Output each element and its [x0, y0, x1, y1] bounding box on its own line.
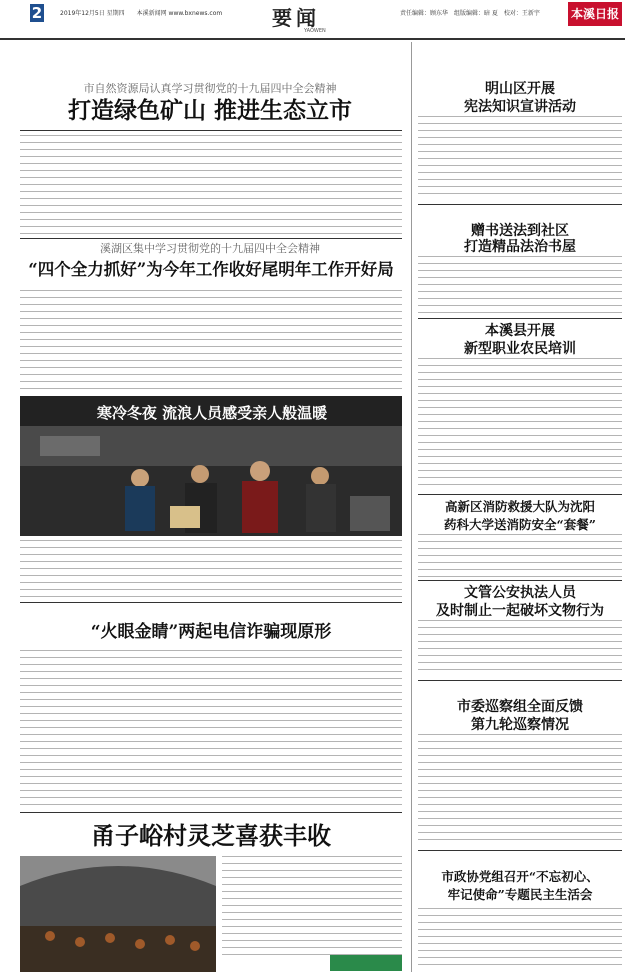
side-6-rule	[418, 680, 622, 681]
article-1-body	[20, 135, 402, 235]
section-title: 要闻	[272, 6, 320, 30]
side-3-rule	[418, 318, 622, 319]
page-number: 2	[31, 4, 43, 22]
side-5-title-line2: 及时制止一起破坏文物行为	[436, 603, 604, 619]
article-2-title: “四个全力抓好”为今年工作收好尾明年工作开好局	[28, 260, 394, 279]
article-5-rule-top	[20, 812, 402, 813]
advertisement-logo	[330, 955, 402, 971]
article-2-kicker: 溪湖区集中学习贯彻党的十九届四中全会精神	[100, 242, 320, 255]
photo-scene	[20, 426, 402, 536]
dateline: 2019年12月5日 星期四 本溪新闻网 www.bxnews.com	[60, 10, 223, 17]
side-7-title-line2: 牢记使命”专题民主生活会	[447, 887, 593, 902]
side-5-rule	[418, 580, 622, 581]
side-1-title-line2: 宪法知识宣讲活动	[464, 99, 576, 115]
article-5-body	[222, 856, 402, 956]
side-6-title-line1: 市委巡察组全面反馈	[457, 699, 583, 715]
article-1-title: 打造绿色矿山 推进生态立市	[67, 97, 352, 124]
side-6-title-line2: 第九轮巡察情况	[471, 717, 569, 733]
side-3-title-line2: 新型职业农民培训	[464, 341, 576, 357]
mushroom-greenhouse-photo	[20, 856, 216, 972]
side-1-body	[418, 116, 622, 198]
side-2-rule	[418, 204, 622, 205]
article-3-photo	[20, 426, 402, 536]
side-7-rule	[418, 850, 622, 851]
article-1-rule	[20, 130, 402, 131]
side-7-title-line1: 市政协党组召开“不忘初心、	[441, 869, 599, 884]
side-5-body	[418, 620, 622, 676]
section-subtitle: YAOWEN	[304, 28, 326, 34]
side-2-body	[418, 256, 622, 314]
side-4-body	[418, 534, 622, 582]
article-4-rule-top	[20, 602, 402, 603]
article-5-photo	[20, 856, 216, 972]
editors-line: 责任编辑：顾东华 组版编辑：暗 夏 校对：王新宇	[400, 10, 540, 17]
side-4-title-line2: 药科大学送消防安全“套餐”	[444, 517, 596, 532]
side-3-body	[418, 358, 622, 490]
side-2-title-line2: 打造精品法治书屋	[464, 239, 576, 255]
article-5-title: 甬子峪村灵芝喜获丰收	[91, 821, 331, 850]
side-3-title-line1: 本溪县开展	[485, 323, 555, 339]
side-4-rule	[418, 494, 622, 495]
side-4-title-line1: 高新区消防救援大队为沈阳	[444, 499, 595, 514]
article-2-body	[20, 290, 402, 393]
article-3-title: 寒冷冬夜 流浪人员感受亲人般温暖	[96, 404, 328, 422]
article-2-rule-top	[20, 238, 402, 239]
side-1-title-line1: 明山区开展	[485, 81, 555, 97]
article-3-body	[20, 540, 402, 598]
article-1-kicker: 市自然资源局认真学习贯彻党的十九届四中全会精神	[83, 82, 337, 95]
column-divider	[411, 42, 412, 972]
article-4-body	[20, 650, 402, 810]
side-6-body	[418, 734, 622, 844]
side-2-title-line1: 赠书送法到社区	[471, 223, 569, 239]
article-4-title: “火眼金睛”两起电信诈骗现原形	[90, 622, 332, 642]
side-7-body	[418, 908, 622, 970]
newspaper-logo: 本溪日报	[568, 2, 622, 26]
side-5-title-line1: 文管公安执法人员	[464, 585, 576, 601]
